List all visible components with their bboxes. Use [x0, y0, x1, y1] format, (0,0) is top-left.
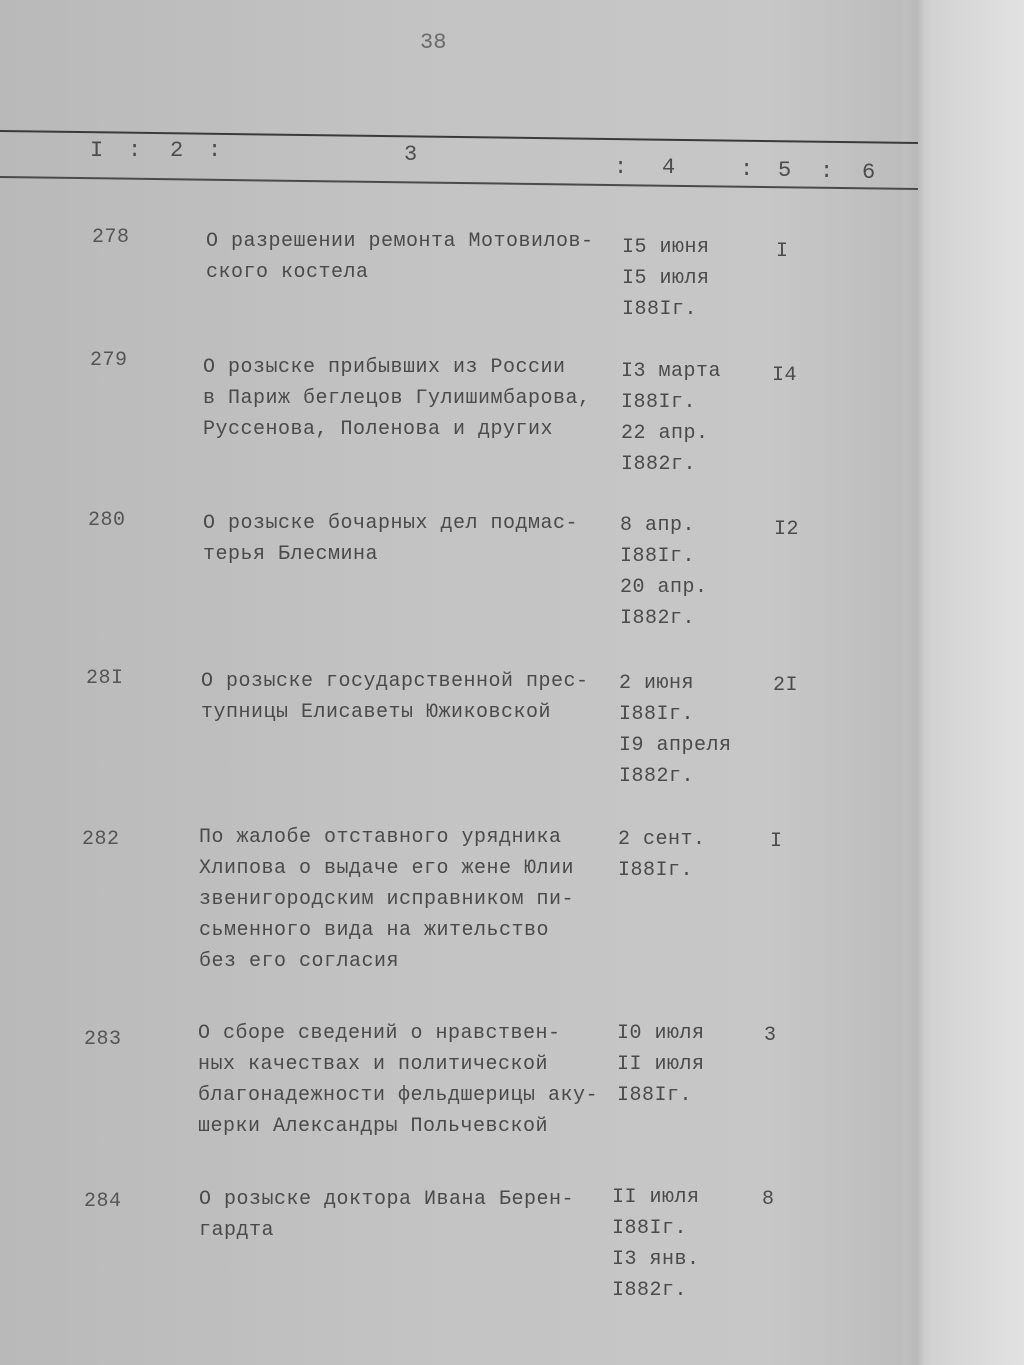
row-number: 284: [84, 1190, 122, 1213]
row-description: По жалобе отставного урядника Хлипова о выдаче его жене Юлии звенигородским исправником пи- сьменного вида на жительство без его согласия: [199, 826, 575, 973]
row-description: О разрешении ремонта Мотовилов- ского костела: [206, 230, 594, 284]
row-sheet-count: 2I: [773, 674, 799, 697]
header-col-4: 4: [662, 155, 676, 180]
row-sheet-count: I: [770, 830, 783, 853]
page-edge-shadow: [905, 0, 925, 1365]
row-sheet-count: I4: [772, 364, 798, 387]
header-sep-5: :: [820, 159, 834, 184]
row-number: 280: [88, 509, 126, 532]
row-number: 278: [92, 226, 130, 249]
header-sep-3: :: [614, 155, 628, 180]
row-number: 282: [82, 828, 120, 851]
header-col-6: 6: [862, 160, 876, 185]
row-number: 283: [84, 1028, 122, 1051]
page-number: 38: [420, 30, 447, 55]
row-description: О сборе сведений о нравствен- ных качествах и политической благонадежности фельдшерицы аку- шерки Александры Польчевской: [198, 1022, 599, 1138]
row-dates: I5 июня I5 июля I88Iг.: [622, 236, 710, 321]
row-dates: II июля I88Iг. I3 янв. I882г.: [612, 1186, 700, 1302]
row-description: О розыске прибывших из России в Париж беглецов Гулишимбарова, Руссенова, Поленова и других: [203, 356, 591, 441]
row-number: 279: [90, 349, 128, 372]
row-dates: 8 апр. I88Iг. 20 апр. I882г.: [620, 514, 708, 630]
header-col-1: I: [90, 138, 104, 163]
header-sep-1: :: [128, 138, 142, 163]
row-description: О розыске государственной прес- тупницы Елисаветы Южиковской: [201, 670, 589, 724]
row-sheet-count: 8: [762, 1188, 775, 1211]
row-dates: I0 июля II июля I88Iг.: [617, 1022, 705, 1107]
header-col-2: 2: [170, 138, 184, 163]
row-sheet-count: I2: [774, 518, 800, 541]
row-dates: I3 марта I88Iг. 22 апр. I882г.: [621, 360, 722, 476]
header-sep-2: :: [208, 138, 222, 163]
row-dates: 2 сент. I88Iг.: [618, 828, 706, 882]
header-col-3: 3: [404, 142, 418, 167]
row-number: 28I: [86, 667, 124, 690]
header-sep-4: :: [740, 157, 754, 182]
row-description: О розыске бочарных дел подмас- терья Блесмина: [203, 512, 579, 566]
header-col-5: 5: [778, 158, 792, 183]
row-description: О розыске доктора Ивана Берен- гардта: [199, 1188, 575, 1242]
row-dates: 2 июня I88Iг. I9 апреля I882г.: [619, 672, 732, 788]
row-sheet-count: 3: [764, 1024, 777, 1047]
row-sheet-count: I: [776, 240, 789, 263]
